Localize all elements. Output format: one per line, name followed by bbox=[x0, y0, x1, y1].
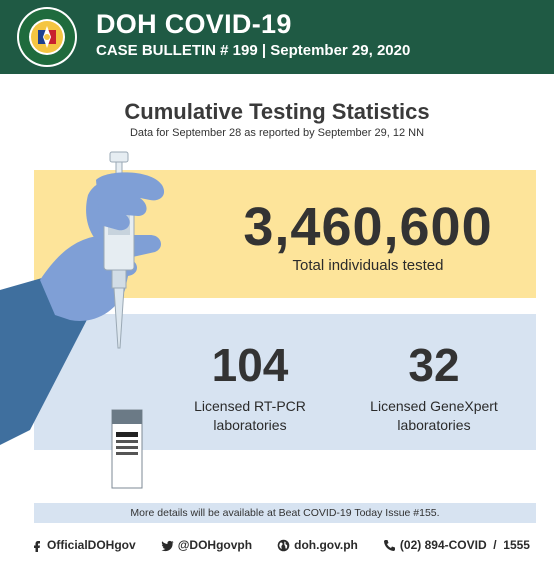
footer-contacts bbox=[30, 536, 530, 554]
twitter-icon bbox=[161, 539, 174, 552]
globe-icon bbox=[277, 539, 290, 552]
genexpert-label bbox=[344, 397, 524, 435]
rt-pcr-count: 104 bbox=[211, 339, 289, 391]
genexpert-label-line1: Licensed GeneXpert bbox=[370, 398, 498, 414]
twitter-link[interactable] bbox=[161, 538, 252, 552]
website-url: doh.gov.ph bbox=[294, 538, 358, 552]
facebook-icon bbox=[30, 539, 43, 552]
phone-icon bbox=[383, 539, 396, 552]
phone-number: (02) 894-COVID / 1555 bbox=[399, 538, 530, 552]
rt-pcr-label bbox=[160, 397, 340, 435]
genexpert-label-line2: laboratories bbox=[397, 417, 471, 433]
page-title: Cumulative Testing Statistics bbox=[124, 99, 430, 124]
genexpert-count: 32 bbox=[408, 339, 460, 391]
bulletin-subtitle: CASE BULLETIN # 199 | September 29, 2020 bbox=[96, 42, 411, 59]
details-note: More details will be available at Beat COVID-19 Today Issue #155. bbox=[34, 503, 536, 523]
pipette-hand-illustration bbox=[0, 140, 200, 490]
total-tested-value: 3,460,600 bbox=[243, 197, 493, 257]
rt-pcr-label-line2: laboratories bbox=[213, 417, 287, 433]
glove-hand-shape bbox=[40, 235, 161, 321]
website-link[interactable] bbox=[277, 538, 358, 552]
facebook-link[interactable] bbox=[30, 538, 136, 552]
doh-seal-logo bbox=[16, 6, 78, 68]
header-bar bbox=[0, 0, 554, 74]
rt-pcr-label-line1: Licensed RT-PCR bbox=[194, 398, 306, 414]
page-subtitle: Data for September 28 as reported by September 29, 12 NN bbox=[129, 127, 425, 139]
facebook-handle: OfficialDOHgov bbox=[47, 538, 136, 552]
total-tested-label: Total individuals tested bbox=[292, 257, 444, 274]
twitter-handle: @DOHgovph bbox=[177, 538, 253, 552]
phone-contact[interactable] bbox=[383, 538, 530, 552]
bulletin-title: DOH COVID-19 bbox=[96, 9, 292, 39]
